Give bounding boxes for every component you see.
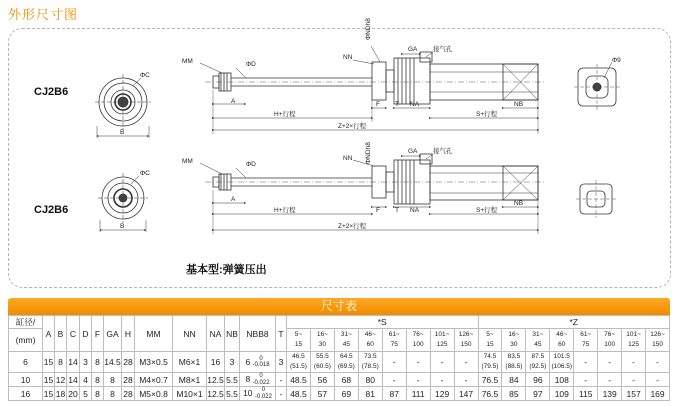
header-col: T [276,316,287,352]
label-h-1: H+行程 [274,111,296,118]
label-na-1: NA [410,101,420,108]
cell-z-stroke: 101.5 (106.5) [550,352,574,373]
label-f-2: F [376,207,380,214]
header-stroke: 61~ 75 [382,329,406,352]
label-a-2: A [231,196,236,203]
cell-a: 15 [43,374,54,385]
label-phi-d-2: ΦD [246,161,256,168]
cell-h: 28 [123,388,133,399]
cell-nb: 5.5 [226,374,238,385]
label-a-1: A [231,98,236,105]
cell-s-stroke: 87 [382,387,406,401]
header-col: NN [173,316,207,352]
header-stroke: 31~ 45 [334,329,358,352]
cell-s-stroke: 68 [334,373,358,387]
cell-f: 8 [92,373,104,387]
cell-z-stroke: 76.5 [478,373,502,387]
cell-z-stroke: - [622,352,646,373]
cell-s-stroke: 64.5 (69.5) [334,352,358,373]
label-h-2: H+行程 [274,207,296,214]
cell-z-stroke: 87.5 (92.5) [526,352,550,373]
cell-f: 8 [92,352,104,373]
cell-na: 12.5 [207,388,224,399]
label-phi9: Φ9 [612,57,621,64]
header-s-group: *S [287,316,479,329]
label-ga-2: GA [408,148,418,155]
cell-a: 15 [43,352,55,373]
header-stroke: 5~ 15 [287,329,311,352]
header-stroke: 61~ 75 [574,329,598,352]
cell-z-stroke: - [598,352,622,373]
cell-a: 15 [43,388,54,399]
cell-b: 12 [55,374,66,385]
cell-s-stroke: - [406,373,430,387]
cell-z-stroke: 139 [598,387,622,401]
label-phi-nd-2: ΦNDh8 [365,142,372,164]
header-col: C [67,316,80,352]
cell-s-stroke: 57 [310,387,334,401]
header-z-group: *Z [478,316,670,329]
cell-s-stroke: 73.5 (78.5) [358,352,382,373]
label-port-2: 接气孔 [433,148,453,155]
cell-s-stroke: 46.5 (51.5) [287,352,311,373]
cell-s-stroke: 48.5 [287,387,311,401]
header-col: B [55,316,67,352]
header-col: NA [207,316,225,352]
cell-z-stroke: - [622,373,646,387]
cell-z-stroke: 108 [550,373,574,387]
label-ga-1: GA [408,46,418,53]
cell-s-stroke: - [454,352,478,373]
cell-f: 8 [92,387,104,401]
cell-t: - [276,373,287,387]
label-b-1: B [120,129,125,136]
cell-s-stroke: 81 [358,387,382,401]
cell-s-stroke: 147 [454,387,478,401]
header-stroke: 31~ 45 [526,329,550,352]
label-t-2: T [395,207,399,214]
cell-nn: M10×1 [173,387,207,401]
label-nn-1: NN [343,54,353,61]
header-col: H [122,316,135,352]
cell-s-stroke: 69 [334,387,358,401]
cell-d: 3 [80,352,92,373]
model-label-1: CJ2B6 [34,86,69,98]
cell-bore: 16 [9,387,43,401]
cell-mm: M4×0.7 [135,373,173,387]
cell-nn: M8×1 [173,373,207,387]
header-stroke: 101~ 125 [430,329,454,352]
cell-bore: 10 [9,373,43,387]
header-stroke: 76~ 100 [598,329,622,352]
header-bore: 缸径/ [9,316,43,329]
label-mm-1: MM [182,58,193,65]
cell-z-stroke: - [646,352,670,373]
label-f-1: F [376,101,380,108]
cell-b: 18 [55,388,66,399]
cell-z-stroke: - [574,352,598,373]
end-view-rear-1 [574,62,620,110]
cell-t: 3 [276,352,287,373]
header-stroke: 46~ 60 [550,329,574,352]
cell-bore: 6 [9,352,43,373]
header-bore-unit: (mm) [9,329,43,352]
label-s-1: S+行程 [476,111,498,118]
cell-s-stroke: 48.5 [287,373,311,387]
cell-s-stroke: 55.5 (60.5) [310,352,334,373]
cell-s-stroke: - [382,373,406,387]
cell-ga: 8 [104,373,122,387]
label-phi-d-1: ΦD [246,61,256,68]
drawing-caption: 基本型:弹簧压出 [186,264,267,276]
cell-z-stroke: 96 [526,373,550,387]
header-col: GA [104,316,122,352]
cell-z-stroke: 85 [502,387,526,401]
table-row [9,352,670,373]
cylinder-side-1 [200,46,545,134]
header-col: NBB8 [240,316,276,352]
cell-z-stroke: 83.5 (88.5) [502,352,526,373]
label-na-2: NA [410,207,420,214]
cell-ga: 14.5 [104,352,122,373]
label-phi-c-1: ΦC [140,72,150,79]
label-b-2: B [120,223,125,230]
cell-z-stroke: - [646,373,670,387]
dimension-table-title: 尺寸表 [8,298,670,315]
table-row [9,373,670,387]
cell-nn: M6×1 [173,352,207,373]
label-nb-2: NB [514,200,524,207]
cell-z-stroke: - [598,373,622,387]
dimension-table [8,315,670,401]
cell-z-stroke: 76.5 [478,387,502,401]
cell-z-stroke: 169 [646,387,670,401]
label-nn-2: NN [343,155,353,162]
cell-c: 14 [67,352,80,373]
label-phi-nd-1: ΦNDh8 [365,18,372,40]
cell-z-stroke: 97 [526,387,550,401]
cell-c: 20 [68,388,78,399]
label-z-2: Z+2×行程 [338,223,367,230]
cell-z-stroke: 74.5 (79.5) [478,352,502,373]
cell-ga: 8 [104,387,122,401]
header-stroke: 101~ 125 [622,329,646,352]
header-stroke: 46~ 60 [358,329,382,352]
header-col: NB [225,316,240,352]
model-label-2: CJ2B6 [34,204,69,216]
header-stroke: 16~ 30 [310,329,334,352]
cell-na: 16 [207,352,225,373]
cell-z-stroke: 115 [574,387,598,401]
cell-z-stroke: - [574,373,598,387]
label-mm-2: MM [182,158,193,165]
label-t-1: T [395,101,399,108]
cell-s-stroke: 80 [358,373,382,387]
header-stroke: 16~ 30 [502,329,526,352]
header-stroke: 5~ 15 [478,329,502,352]
cell-s-stroke: 56 [310,373,334,387]
cell-s-stroke: - [406,352,430,373]
header-col: MM [135,316,173,352]
cell-z-stroke: 84 [502,373,526,387]
cell-z-stroke: 157 [622,387,646,401]
end-view-rear-2 [576,180,616,218]
cell-h: 28 [122,352,135,373]
header-stroke: 126~ 150 [646,329,670,352]
cell-s-stroke: - [382,352,406,373]
cell-h: 28 [123,374,133,385]
label-z-1: Z+2×行程 [338,123,367,130]
cell-t: - [276,387,287,401]
cell-s-stroke: 111 [406,387,430,401]
label-phi-c-2: ΦC [140,170,150,177]
cell-s-stroke: - [430,352,454,373]
cell-nb: 5.5 [226,388,238,399]
header-stroke: 126~ 150 [454,329,478,352]
label-s-2: S+行程 [476,207,498,214]
cell-d: 5 [80,387,92,401]
cell-na: 12.5 [207,374,224,385]
cell-nbb8: 8 0 -0.022 [240,373,276,387]
cell-s-stroke: 129 [430,387,454,401]
header-stroke: 76~ 100 [406,329,430,352]
cell-nb: 3 [225,352,240,373]
table-row [9,387,670,401]
cell-nbb8: 6 0 -0.018 [240,352,276,373]
cell-nbb8: 10 0 -0.022 [240,387,276,401]
label-nb-1: NB [514,101,524,108]
cell-mm: M5×0.8 [135,387,173,401]
cell-z-stroke: 109 [550,387,574,401]
cell-c: 14 [68,374,78,385]
cell-d: 4 [80,373,92,387]
cell-mm: M3×0.5 [135,352,173,373]
cell-b: 8 [55,352,67,373]
cell-s-stroke: - [430,373,454,387]
header-col: A [43,316,55,352]
page-title: 外形尺寸图 [8,7,79,22]
label-port-1: 接气孔 [433,46,453,53]
header-col: D [80,316,92,352]
header-col: F [92,316,104,352]
cell-s-stroke: - [454,373,478,387]
